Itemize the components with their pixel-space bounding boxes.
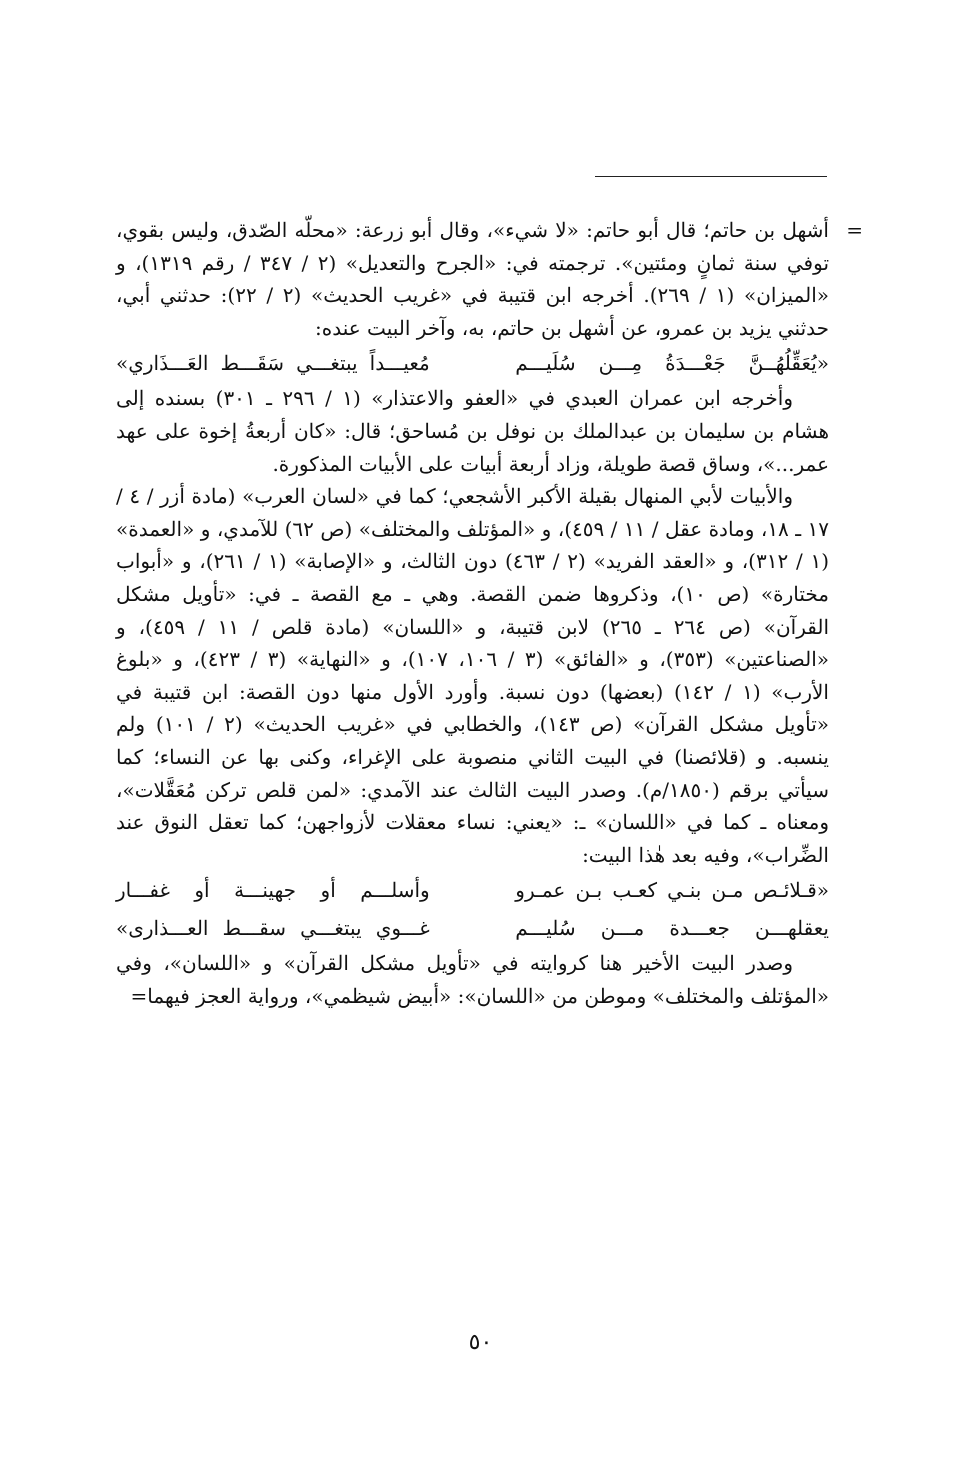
footnote-text bbox=[116, 214, 863, 1012]
footnote-paragraph: وأخرجه ابن عمران العبدي في «العفو والاعتذار» (١ / ٢٩٦ ـ ٣٠١) بسنده إلى هشام بن سليمان بن عبدالملك بن نوفل بن مُساحق؛ قال: «كان أربعةُ إخوة على عهد عمر...»، وساق قصة طويلة، وزاد أربعة أبيات على الأبيات المذكورة. bbox=[116, 386, 829, 476]
verse-first-hemistich: «يُعَقِّلُهُــنَّ جَعْـــدَةُ مِـــن سُلَيـــم bbox=[515, 351, 829, 376]
verse-line bbox=[116, 871, 829, 909]
footnote-separator bbox=[595, 176, 827, 177]
verse-line bbox=[116, 344, 829, 382]
paragraph-text: وصدر البيت الأخير هنا كروايته في «تأويل مشكل القرآن» و «اللسان»، وفي «المؤتلف والمختلف» وموطن من «اللسان»: «أبيض شيظمي»، ورواية العجز فيهما bbox=[116, 951, 829, 1008]
footnote-paragraph bbox=[116, 214, 863, 344]
continuation-mark: = bbox=[846, 218, 863, 242]
verse-first-hemistich: يعقلهـــن جعـــدة مـــن سُليـــم bbox=[515, 916, 829, 941]
verse-line bbox=[116, 909, 829, 947]
verse-second-hemistich: غـــوي يبتغـــي سقـــط العـــذارى» bbox=[116, 916, 430, 941]
page-number: ٥٠ bbox=[468, 1330, 493, 1355]
verse-first-hemistich: «قـلائـص مـن بنـي كعـب بـن عمـرو bbox=[515, 878, 829, 903]
verse-second-hemistich: مُعيـــداً يبتغـــي سَقَـــط العَـــذَاري» bbox=[116, 351, 430, 376]
verse-second-hemistich: وأسلـــم أو جهينـــة أو غفـــار bbox=[116, 878, 430, 903]
footnote-paragraph bbox=[116, 947, 829, 1012]
footnote-paragraph: والأبيات لأبي المنهال بقيلة الأكبر الأشجعي؛ كما في «لسان العرب» (مادة أزر / ٤ / ١٧ ـ ١٨، ومادة عقل / ١١ / ٤٥٩)، و «المؤتلف والمختلف» (ص ٦٢) للآمدي، و «العمدة» (١ / ٣١٢)، و «العقد الفريد» (٢ / ٤٦٣) دون الثالث، و «الإصابة» (١ / ٢٦١)، و «أبواب مختارة» (ص ١٠)، وذكروها ضمن القصة. وهي ـ مع القصة ـ في: «تأويل مشكل القرآن» (ص ٢٦٤ ـ ٢٦٥) لابن قتيبة، و «اللسان» (مادة قلص / ١١ / ٤٥٩)، و «الصناعتين» (٣٥٣)، و «الفائق» (٣ / ١٠٦، ١٠٧)، و «النهاية» (٣ / ٤٢٣)، و «بلوغ الأرب» (١ / ١٤٢) (بعضها) دون نسبة. وأورد الأول منها دون القصة: ابن قتيبة في «تأويل مشكل القرآن» (ص ١٤٣)، والخطابي في «غريب الحديث» (٢ / ١٠١) ولم ينسبه. و (قلائصنا) في البيت الثاني منصوبة على الإغراء، وكنى بها عن النساء؛ كما سيأتي برقم (١٨٥٠/م). وصدر البيت الثالث عند الآمدي: «لمن قلص تركن مُعَقَّلات»، ومعناه ـ كما في «اللسان» ـ: «يعني: نساء معقلات لأزواجهن؛ كما تعقل النوق عند الضِّراب»، وفيه بعد هٰذا البيت: bbox=[116, 484, 830, 867]
paragraph-text: أشهل بن حاتم؛ قال أبو حاتم: «لا شيء»، وقال أبو زرعة: «محلّه الصّدق، وليس بقوي، توفي سنة ثمانٍ ومئتين». ترجمته في: «الجرح والتعديل» (٢ / ٣٤٧ / رقم ١٣١٩)، و «الميزان» (١ / ٢٦٩). أخرجه ابن قتيبة في «غريب الحديث» (٢ / ٢٢): حدثني أبي، حدثني يزيد بن عمرو، عن أشهل بن حاتم، به، وآخر البيت عنده: bbox=[116, 218, 830, 340]
continuation-mark: = bbox=[130, 983, 148, 1008]
